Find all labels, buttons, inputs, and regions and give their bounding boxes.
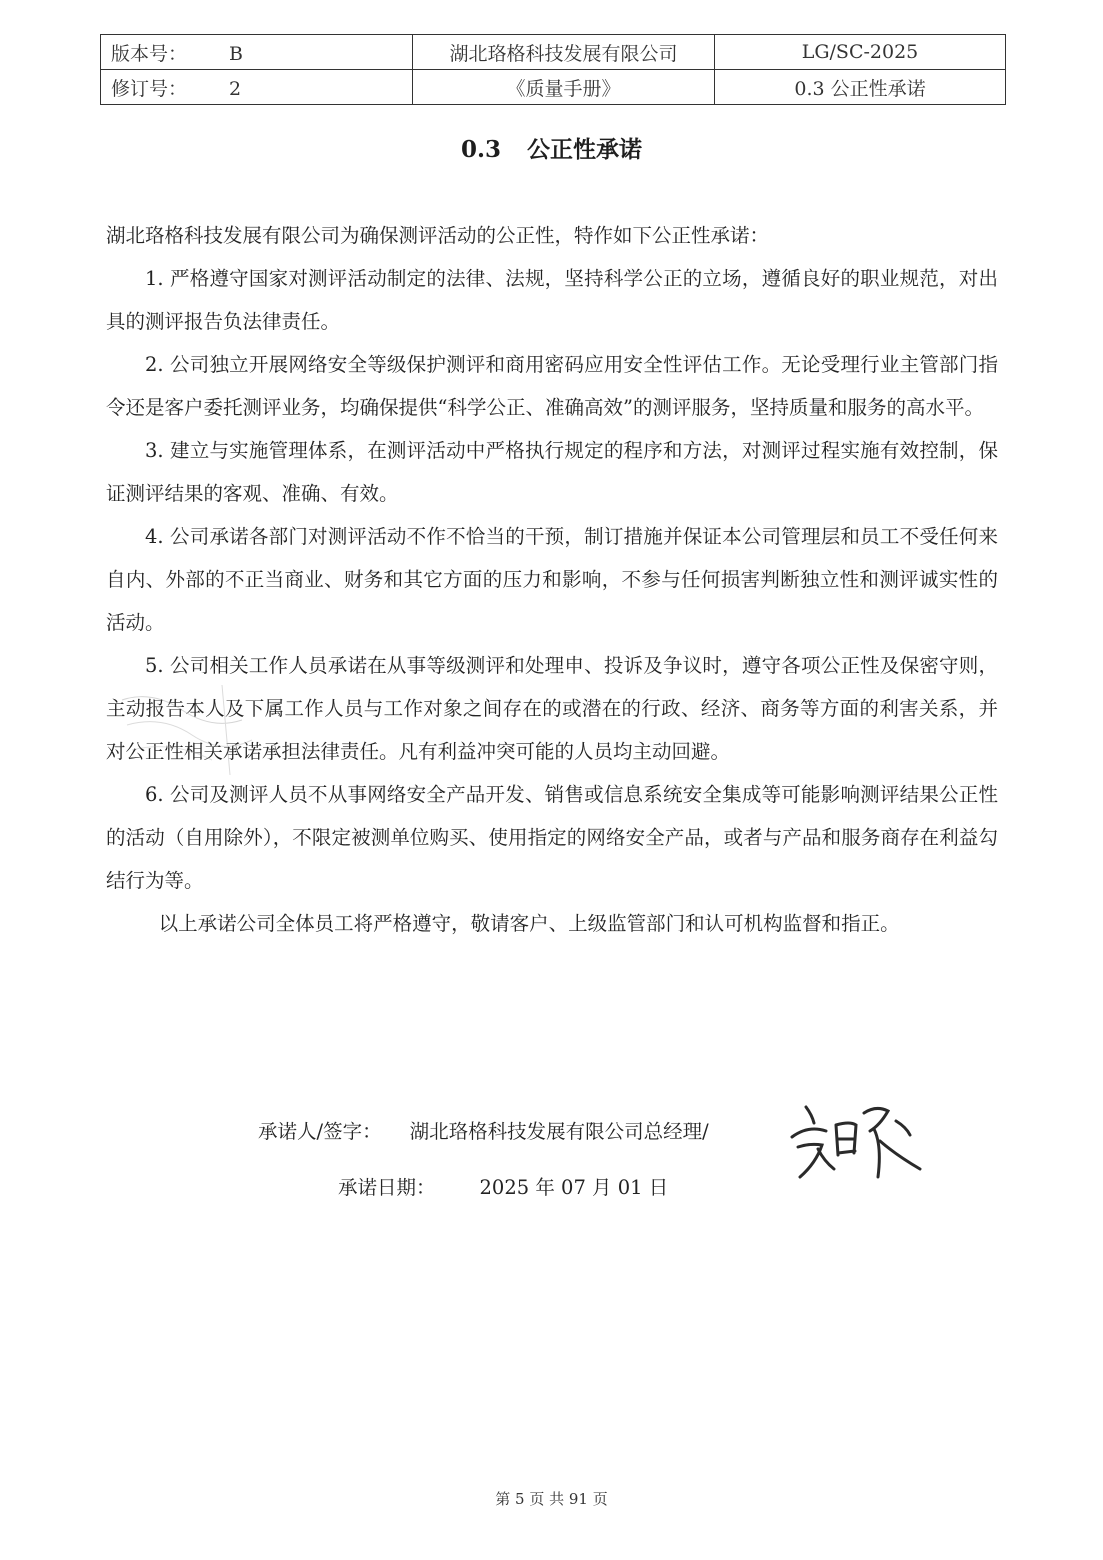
revision-value: 2 [229, 77, 242, 100]
header-row-version [101, 35, 1006, 70]
commitment-item-4: 4. 公司承诺各部门对测评活动不作不恰当的干预，制订措施并保证本公司管理层和员工不受任何来自内、外部的不正当商业、财务和其它方面的压力和影响，不参与任何损害判断独立性和测评诚实性的活动。 [106, 525, 998, 634]
commitment-item-6: 6. 公司及测评人员不从事网络安全产品开发、销售或信息系统安全集成等可能影响测评结果公正性的活动（自用除外），不限定被测单位购买、使用指定的网络安全产品，或者与产品和服务商存在利益勾结行为等。 [106, 783, 998, 892]
handwritten-signature [778, 1085, 928, 1195]
page-title [0, 131, 1103, 164]
signatory-value: 湖北珞格科技发展有限公司总经理/ [409, 1120, 709, 1143]
section-number: 0.3 [460, 136, 501, 163]
date-value: 2025 年 07 月 01 日 [479, 1176, 669, 1199]
faint-stamp-mark [112, 680, 262, 790]
commitment-item-2: 2. 公司独立开展网络安全等级保护测评和商用密码应用安全性评估工作。无论受理行业主管部门指令还是客户委托测评业务，均确保提供“科学公正、准确高效”的测评服务，坚持质量和服务的高水平。 [106, 353, 998, 419]
document-header-table [100, 34, 1006, 105]
section-name-cell: 0.3 公正性承诺 [715, 70, 1006, 105]
commitment-date-line [338, 1172, 668, 1200]
manual-name-cell: 《质量手册》 [413, 70, 715, 105]
revision-label: 修订号： [111, 77, 188, 100]
closing-paragraph: 以上承诺公司全体员工将严格遵守，敬请客户、上级监管部门和认可机构监督和指正。 [158, 912, 900, 935]
section-title: 公正性承诺 [527, 136, 642, 163]
commitment-item-5: 5. 公司相关工作人员承诺在从事等级测评和处理申、投诉及争议时，遵守各项公正性及保密守则，主动报告本人及下属工作人员与工作对象之间存在的或潜在的行政、经济、商务等方面的利害关系，并对公正性相关承诺承担法律责任。凡有利益冲突可能的人员均主动回避。 [106, 654, 998, 763]
commitment-body [106, 214, 998, 945]
version-label: 版本号： [111, 42, 188, 65]
commitment-item-1: 1. 严格遵守国家对测评活动制定的法律、法规，坚持科学公正的立场，遵循良好的职业规范，对出具的测评报告负法律责任。 [106, 267, 998, 333]
date-label: 承诺日期： [338, 1176, 436, 1199]
version-cell [101, 35, 413, 70]
signatory-line [258, 1116, 709, 1144]
commitment-item-3: 3. 建立与实施管理体系，在测评活动中严格执行规定的程序和方法，对测评过程实施有效控制，保证测评结果的客观、准确、有效。 [106, 439, 998, 505]
company-name-cell: 湖北珞格科技发展有限公司 [413, 35, 715, 70]
intro-paragraph: 湖北珞格科技发展有限公司为确保测评活动的公正性，特作如下公正性承诺： [106, 224, 770, 247]
revision-cell [101, 70, 413, 105]
version-value: B [229, 42, 243, 65]
header-row-revision [101, 70, 1006, 105]
signatory-label: 承诺人/签字： [258, 1120, 382, 1143]
document-code-cell: LG/SC-2025 [715, 35, 1006, 70]
page-footer: 第 5 页 共 91 页 [495, 1490, 608, 1508]
